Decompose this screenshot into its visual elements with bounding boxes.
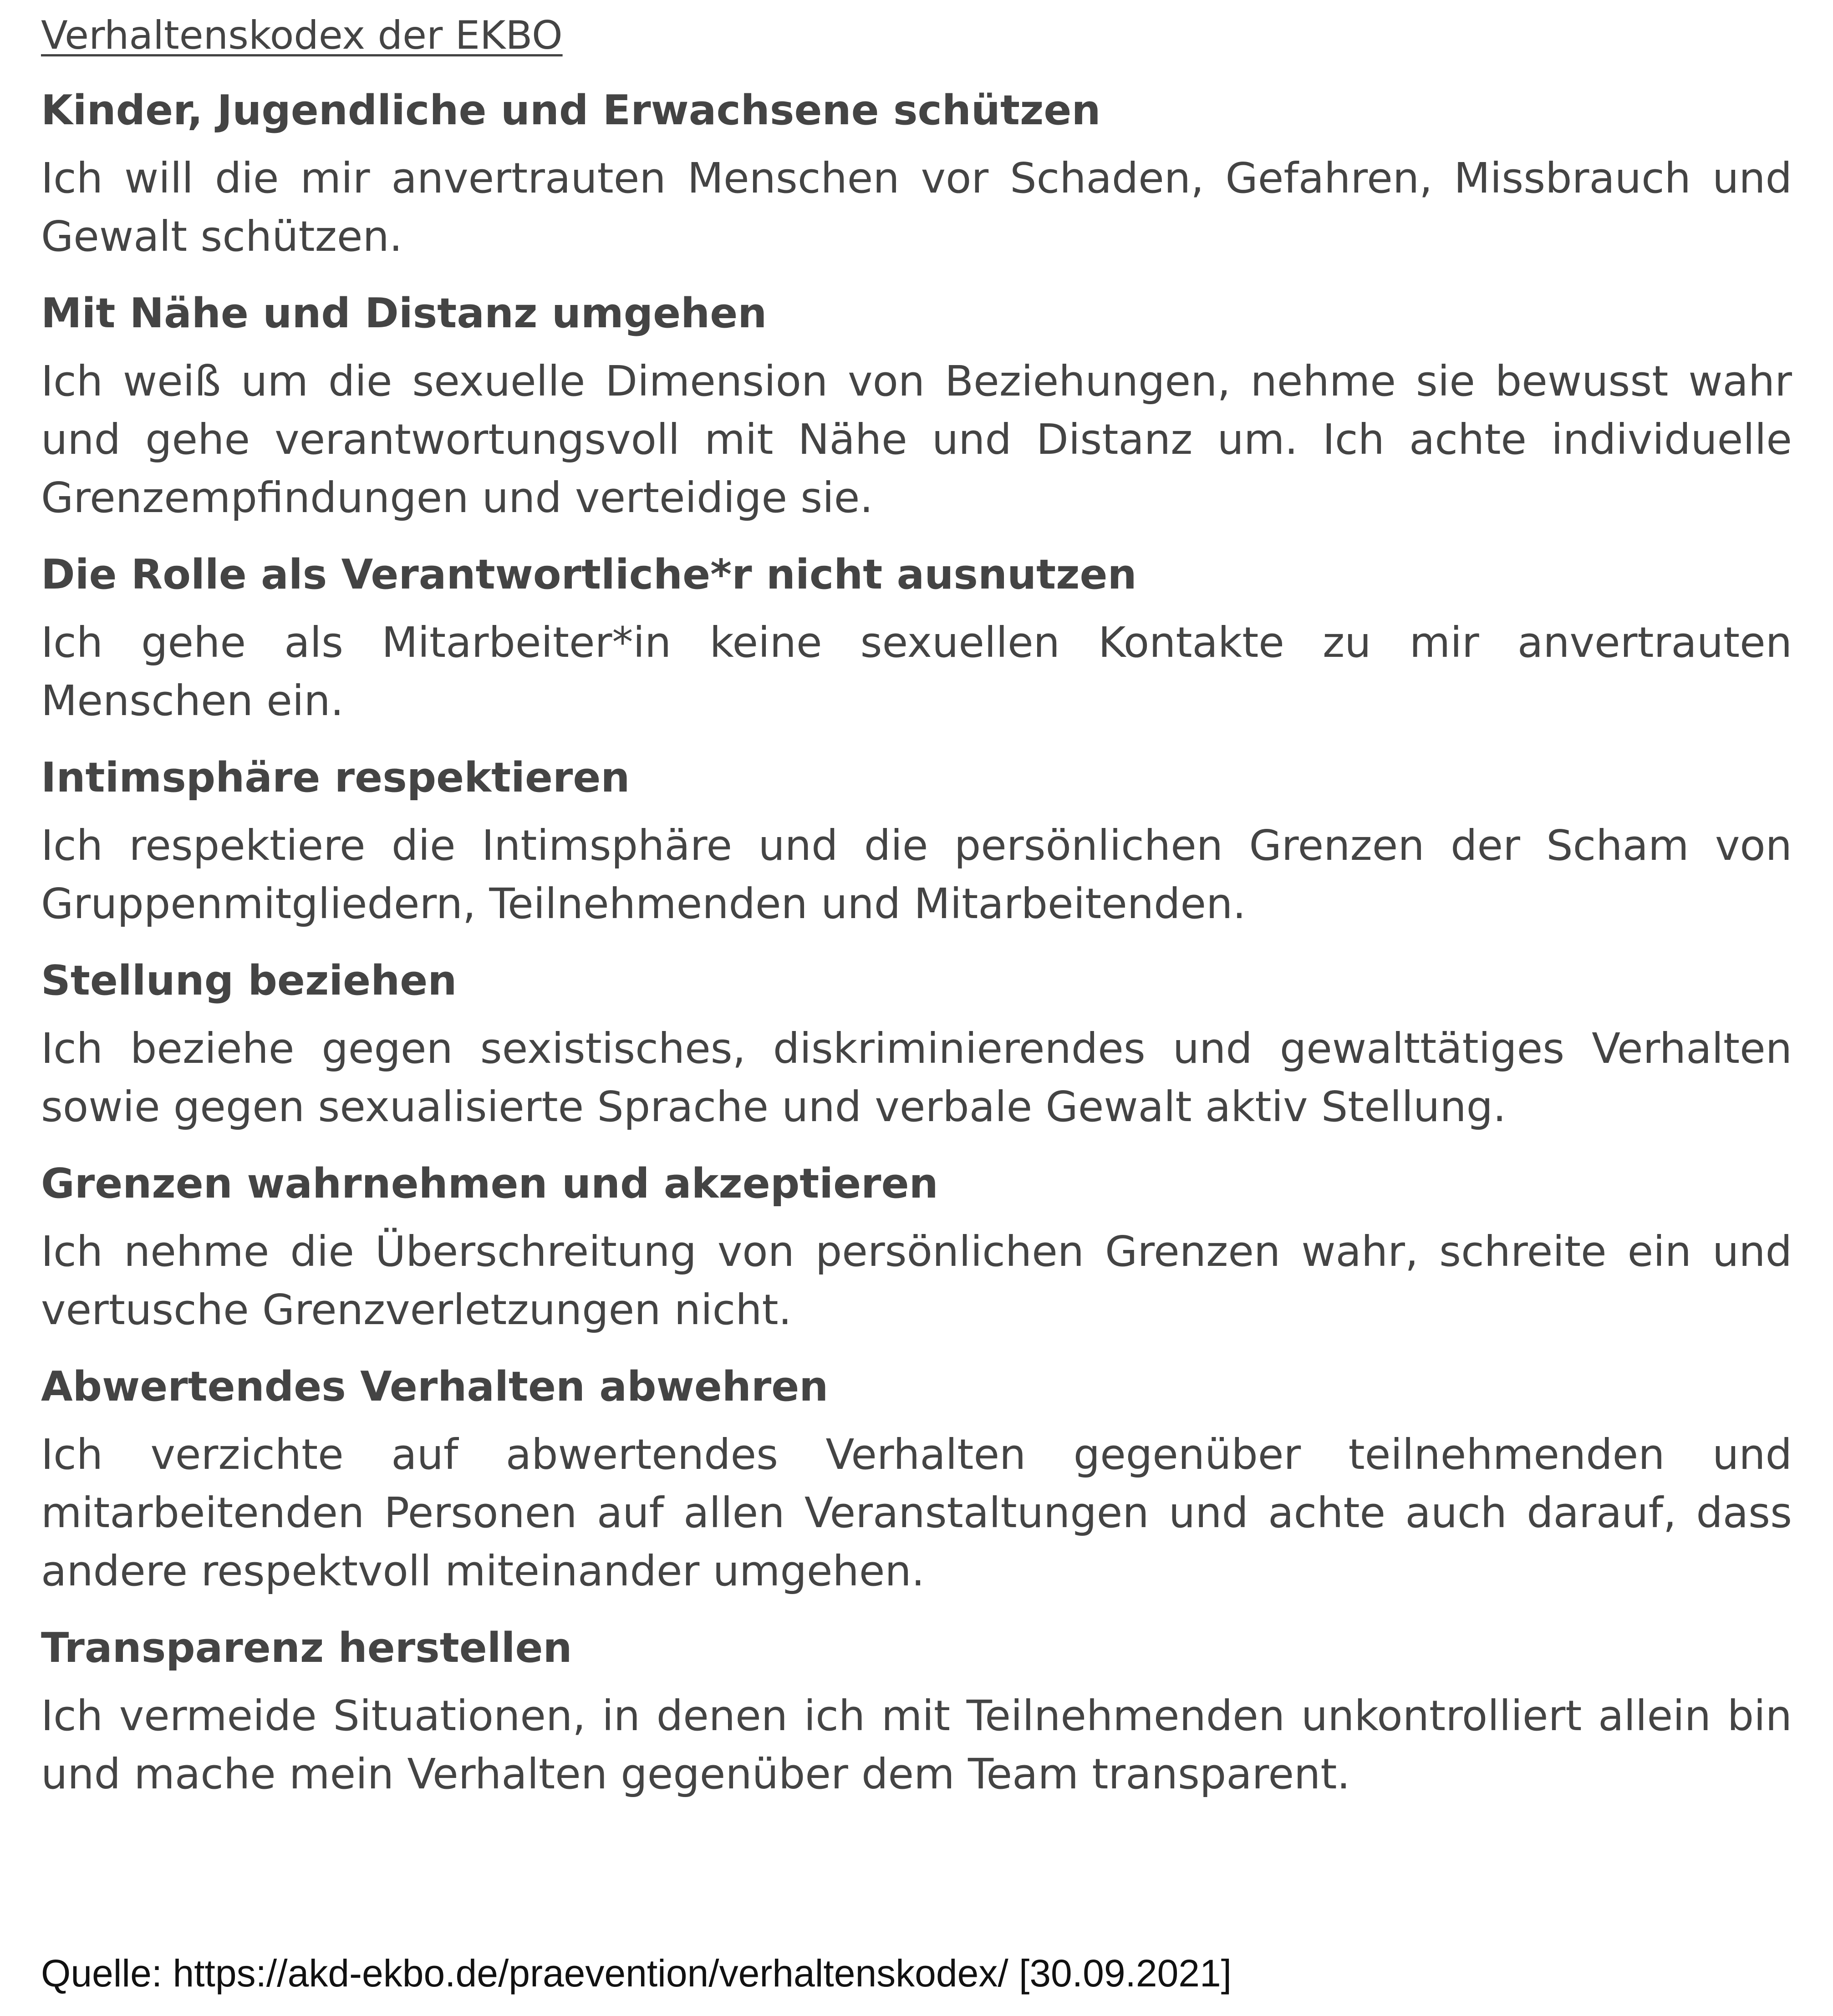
section-grenzen-wahrnehmen	[41, 1154, 1792, 1339]
section-text: Ich respektiere die Intimsphäre und die persönlichen Grenzen der Scham von Gruppenmitgliedern, Teilnehmenden und Mitarbeitenden.	[41, 821, 1792, 928]
section-text: Ich will die mir anvertrauten Menschen vor Schaden, Gefahren, Missbrauch und Gewalt schützen.	[41, 154, 1792, 261]
document-title: Verhaltenskodex der EKBO	[41, 13, 563, 58]
section-stellung-beziehen	[41, 951, 1792, 1136]
section-text: Ich beziehe gegen sexistisches, diskriminierendes und gewalttätiges Verhalten sowie gegen sexualisierte Sprache und verbale Gewalt aktiv Stellung.	[41, 1024, 1792, 1131]
section-heading: Stellung beziehen	[41, 957, 457, 1005]
section-naehe-distanz	[41, 284, 1792, 527]
section-heading: Grenzen wahrnehmen und akzeptieren	[41, 1160, 938, 1208]
document-body	[41, 8, 1792, 1822]
section-kinder-schuetzen	[41, 81, 1792, 266]
section-rolle-verantwortliche	[41, 545, 1792, 730]
section-text: Ich verzichte auf abwertendes Verhalten gegenüber teilnehmenden und mitarbeitenden Personen auf allen Veranstaltungen und achte auch darauf, dass andere respektvoll miteinander umgehen.	[41, 1430, 1792, 1595]
section-abwertendes-verhalten	[41, 1357, 1792, 1600]
section-transparenz	[41, 1619, 1792, 1803]
section-heading: Transparenz herstellen	[41, 1624, 572, 1672]
section-heading: Intimsphäre respektieren	[41, 754, 630, 802]
section-intimsphaere	[41, 748, 1792, 933]
section-heading: Mit Nähe und Distanz umgehen	[41, 289, 767, 337]
section-text: Ich weiß um die sexuelle Dimension von Beziehungen, nehme sie bewusst wahr und gehe verantwortungsvoll mit Nähe und Distanz um. Ich achte individuelle Grenzempfindungen und verteidige sie.	[41, 357, 1792, 522]
section-heading: Abwertendes Verhalten abwehren	[41, 1363, 829, 1411]
section-heading: Die Rolle als Verantwortliche*r nicht ausnutzen	[41, 551, 1137, 599]
section-text: Ich nehme die Überschreitung von persönlichen Grenzen wahr, schreite ein und vertusche Grenzverletzungen nicht.	[41, 1227, 1792, 1334]
section-heading: Kinder, Jugendliche und Erwachsene schützen	[41, 86, 1101, 134]
source-citation: Quelle: https://akd-ekbo.de/praevention/verhaltenskodex/ [30.09.2021]	[41, 1952, 1232, 1995]
section-text: Ich gehe als Mitarbeiter*in keine sexuellen Kontakte zu mir anvertrauten Menschen ein.	[41, 618, 1792, 725]
section-text: Ich vermeide Situationen, in denen ich mit Teilnehmenden unkontrolliert allein bin und mache mein Verhalten gegenüber dem Team transparent.	[41, 1691, 1792, 1798]
